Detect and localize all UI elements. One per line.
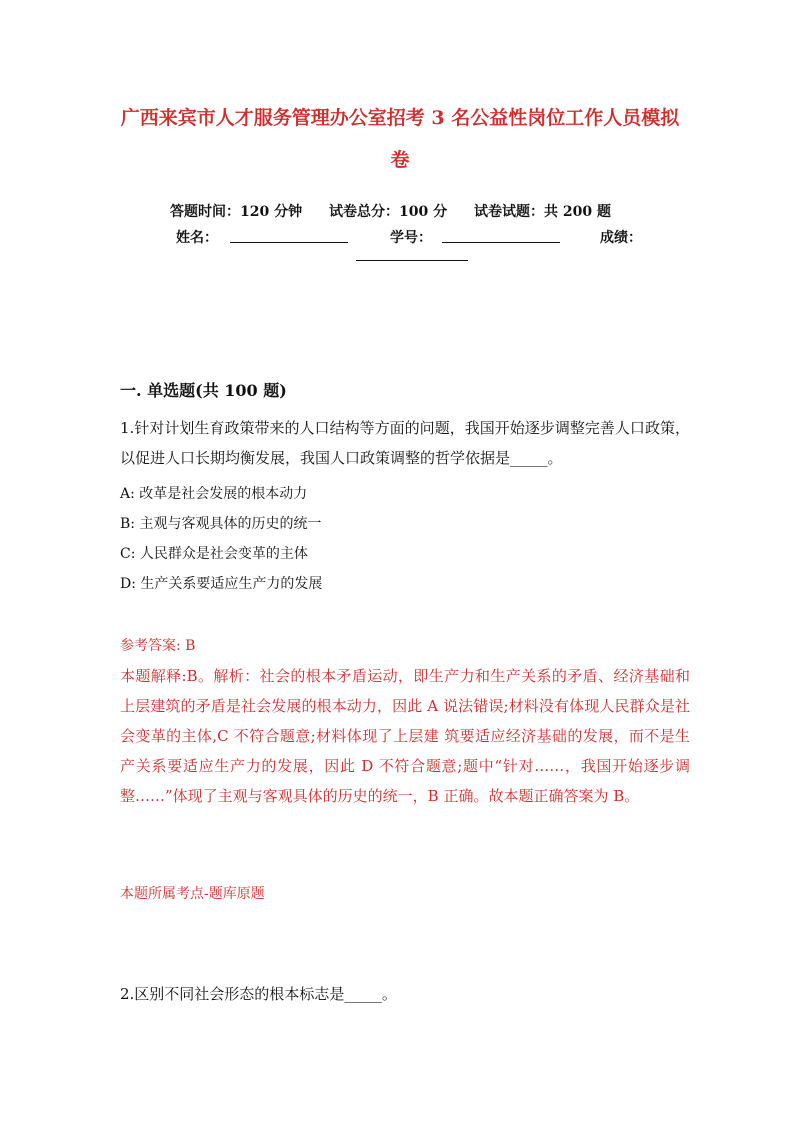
exam-total-score: 试卷总分：100 分 xyxy=(328,204,448,220)
question-1-origin: 本题所属考点-题库原题 xyxy=(120,886,265,902)
section-heading: 一. 单选题(共 100 题) xyxy=(120,381,287,400)
score-label: 成绩： xyxy=(600,230,642,246)
question-1-option-b: B: 主观与客观具体的历史的统一 xyxy=(120,516,322,532)
question-1-option-d: D: 生产关系要适应生产力的发展 xyxy=(120,576,323,592)
student-id-label: 学号： xyxy=(390,230,432,246)
student-id-blank xyxy=(442,228,560,243)
question-1-option-c: C: 人民群众是社会变革的主体 xyxy=(120,546,308,562)
question-2-stem: 2.区别不同社会形态的根本标志是_____。 xyxy=(120,985,397,1003)
page-title-line-2: 卷 xyxy=(390,149,410,171)
page-title-line-1: 广西来宾市人才服务管理办公室招考 3 名公益性岗位工作人员模拟 xyxy=(120,107,680,129)
question-1-answer: 参考答案: B xyxy=(120,638,196,654)
exam-question-count: 试卷试题：共 200 题 xyxy=(473,204,611,220)
question-1-explanation: 本题解释:B。解析：社会的根本矛盾运动，即生产力和生产关系的矛盾、经济基础和上层建筑的矛盾是社会发展的根本动力，因此 A 说法错误;材料没有体现人民群众是社会变革的主体,C 不符合题意;材料体现了上层建 筑要适应经济基础的发展，而不是生产关系要适应生产力的发展，因此 D 不符合题意;题中“针对……，我国开始逐步调整……”体现了主观与客观具体的历史的统一，B 正确。故本题正确答案为 B。 xyxy=(120,667,690,805)
exam-time: 答题时间：120 分钟 xyxy=(170,204,303,220)
score-blank xyxy=(356,246,468,261)
question-1-stem: 1.针对计划生育政策带来的人口结构等方面的问题，我国开始逐步调整完善人口政策，以促进人口长期均衡发展，我国人口政策调整的哲学依据是_____。 xyxy=(120,419,690,467)
question-1-option-a: A: 改革是社会发展的根本动力 xyxy=(120,486,308,502)
name-label: 姓名： xyxy=(176,230,218,246)
name-blank xyxy=(230,228,348,243)
exam-meta-row xyxy=(170,202,633,222)
